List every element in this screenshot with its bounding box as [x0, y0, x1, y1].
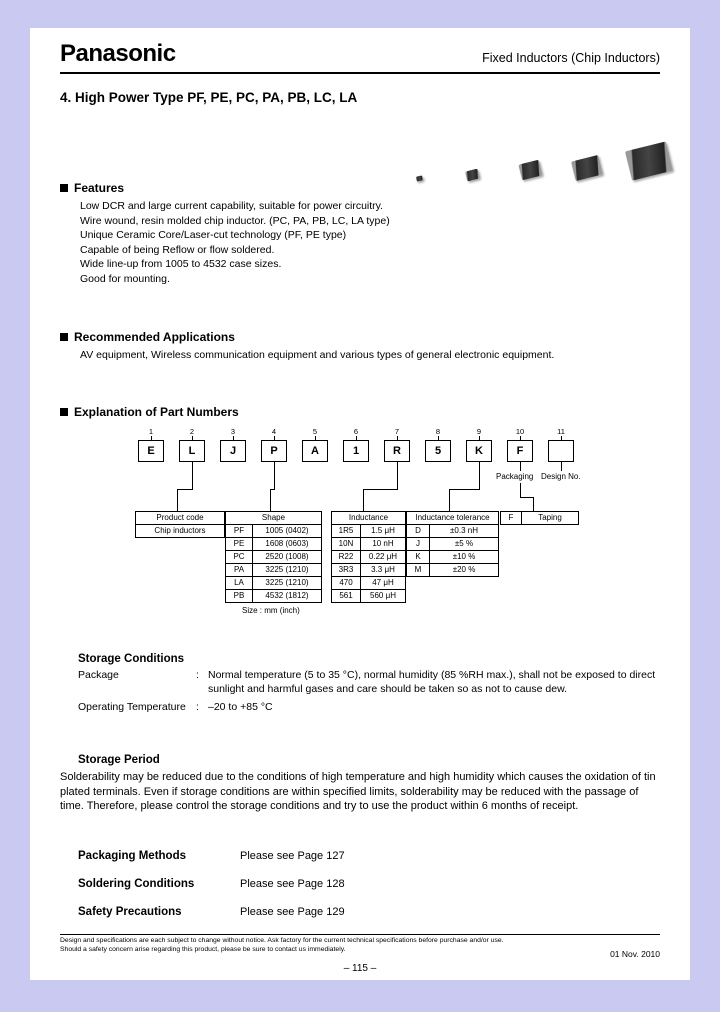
- storage-period-heading: Storage Period: [78, 754, 160, 766]
- product-code-table: [135, 511, 225, 538]
- code-box: [548, 440, 574, 462]
- applications-section: [60, 330, 660, 363]
- inductance-code-cell: 10N: [332, 537, 361, 550]
- part-number-column-9: [466, 427, 492, 462]
- code-box: R: [384, 440, 410, 462]
- storage-value: –20 to +85 °C: [208, 700, 273, 713]
- storage-value: Normal temperature (5 to 35 °C), normal humidity (85 %RH max.), shall not be exposed to direct sunlight and harmful gases and care should be taken so as not to cause dew.: [208, 668, 656, 695]
- inductance-code-cell: 561: [332, 589, 361, 602]
- inductance-value-cell: 47 μH: [361, 576, 406, 589]
- feature-item: Capable of being Reflow or flow soldered.: [80, 243, 275, 256]
- position-number: 8: [435, 426, 441, 436]
- chip-inductor-photo-4: [571, 155, 603, 181]
- connector-line: [479, 462, 480, 489]
- brand-logo: Panasonic: [60, 40, 176, 67]
- inductance-table: [331, 511, 406, 603]
- chip-inductor-photo-1: [415, 175, 423, 182]
- leader-line: [520, 462, 521, 471]
- shape-code-cell: PC: [226, 550, 253, 563]
- chip-inductor-photo-5: [625, 141, 673, 180]
- packaging-code-cell: F: [501, 511, 522, 524]
- inductance-value-cell: 10 nH: [361, 537, 406, 550]
- applications-text: AV equipment, Wireless communication equipment and various types of general electronic equipment.: [80, 349, 555, 361]
- footer-rule: [60, 934, 660, 935]
- tolerance-value-cell: ±5 %: [430, 537, 499, 550]
- position-number: 7: [394, 426, 400, 436]
- connector-line: [192, 462, 193, 489]
- table-header: Inductance: [332, 511, 406, 524]
- tolerance-value-cell: ±0.3 nH: [430, 524, 499, 537]
- features-heading-label: Features: [74, 181, 125, 195]
- inductance-code-cell: 470: [332, 576, 361, 589]
- inductance-code-cell: 3R3: [332, 563, 361, 576]
- part-number-column-6: [343, 427, 369, 462]
- shape-size-cell: 3225 (1210): [253, 576, 322, 589]
- square-bullet-icon: [60, 333, 68, 341]
- position-number: 10: [515, 426, 525, 436]
- code-box: 5: [425, 440, 451, 462]
- table-header: Inductance tolerance: [407, 511, 499, 524]
- applications-heading-label: Recommended Applications: [74, 330, 235, 344]
- connector-line: [363, 489, 364, 511]
- feature-item: Unique Ceramic Core/Laser-cut technology (PF, PE type): [80, 229, 347, 241]
- part-number-column-5: [302, 427, 328, 462]
- part-number-column-1: [138, 427, 164, 462]
- page-header: [60, 28, 660, 68]
- inductance-value-cell: 560 μH: [361, 589, 406, 602]
- footer-disclaimer-line-1: Design and specifications are each subject to change without notice. Ask factory for the current technical specifications before purchase and/or use.: [60, 937, 504, 944]
- connector-line: [449, 489, 450, 511]
- position-number: 6: [353, 426, 359, 436]
- position-number: 9: [476, 426, 482, 436]
- connector-line: [363, 489, 398, 490]
- reference-row: [78, 878, 660, 890]
- code-box: P: [261, 440, 287, 462]
- code-box: F: [507, 440, 533, 462]
- header-category: Fixed Inductors (Chip Inductors): [482, 51, 660, 65]
- reference-value: Please see Page 127: [240, 849, 345, 862]
- connector-line: [520, 497, 533, 498]
- reference-value: Please see Page 128: [240, 877, 345, 890]
- tolerance-code-cell: K: [407, 550, 430, 563]
- part-number-column-3: [220, 427, 246, 462]
- shape-size-cell: 1608 (0603): [253, 537, 322, 550]
- code-box: L: [179, 440, 205, 462]
- feature-item: Wide line-up from 1005 to 4532 case sizes.: [80, 258, 282, 270]
- code-box: J: [220, 440, 246, 462]
- packaging-table: [500, 511, 579, 525]
- storage-period-section: [60, 754, 660, 814]
- shape-table: [225, 511, 322, 603]
- inductance-value-cell: 3.3 μH: [361, 563, 406, 576]
- packaging-label: Packaging: [496, 471, 534, 481]
- packaging-value-cell: Taping: [522, 511, 579, 524]
- connector-line: [177, 489, 178, 511]
- page-footer: [60, 934, 660, 974]
- table-cell: Chip inductors: [136, 524, 225, 537]
- shape-code-cell: PA: [226, 563, 253, 576]
- code-box: K: [466, 440, 492, 462]
- part-numbers-heading: [60, 405, 660, 419]
- page-title: 4. High Power Type PF, PE, PC, PA, PB, LC, LA: [60, 90, 358, 105]
- shape-code-cell: LA: [226, 576, 253, 589]
- part-numbers-section: [60, 405, 660, 623]
- shape-size-cell: 3225 (1210): [253, 563, 322, 576]
- storage-row-operating-temperature: [78, 700, 660, 715]
- code-box: A: [302, 440, 328, 462]
- shape-size-cell: 2520 (1008): [253, 550, 322, 563]
- storage-row-package: [78, 668, 660, 697]
- design-no-label: Design No.: [541, 471, 581, 481]
- tolerance-code-cell: M: [407, 563, 430, 576]
- shape-code-cell: PF: [226, 524, 253, 537]
- page-number: – 115 –: [343, 963, 377, 974]
- position-number: 5: [312, 426, 318, 436]
- tolerance-code-cell: D: [407, 524, 430, 537]
- reference-value: Please see Page 129: [240, 905, 345, 918]
- connector-line: [270, 489, 271, 511]
- square-bullet-icon: [60, 408, 68, 416]
- square-bullet-icon: [60, 184, 68, 192]
- position-number: 3: [230, 426, 236, 436]
- reference-label: Safety Precautions: [78, 905, 182, 918]
- footer-disclaimer: [60, 937, 660, 954]
- separator: :: [196, 700, 199, 713]
- feature-item: Wire wound, resin molded chip inductor. (PC, PA, PB, LC, LA type): [80, 214, 390, 227]
- storage-period-text: Solderability may be reduced due to the conditions of high temperature and high humidity which causes the oxidation of tin plated terminals. Even if storage conditions are within specified limits, solderability may be reduced with the passage of time. Therefore, please control the storage conditions and try to use the product within 6 months of receipt.: [60, 771, 656, 812]
- position-number: 11: [557, 426, 565, 436]
- part-number-column-7: [384, 427, 410, 462]
- product-photos: [388, 120, 678, 198]
- header-rule: [60, 72, 660, 74]
- inductance-value-cell: 0.22 μH: [361, 550, 406, 563]
- code-box: 1: [343, 440, 369, 462]
- part-number-column-8: [425, 427, 451, 462]
- part-numbers-heading-label: Explanation of Part Numbers: [74, 404, 239, 419]
- table-header: Product code: [136, 511, 225, 524]
- part-number-column-4: [261, 427, 287, 462]
- part-number-column-10: [507, 427, 533, 462]
- tolerance-table: [406, 511, 499, 577]
- tolerance-value-cell: ±20 %: [430, 563, 499, 576]
- position-number: 4: [271, 426, 277, 436]
- connector-line: [533, 497, 534, 511]
- reference-label: Soldering Conditions: [78, 877, 195, 890]
- reference-label: Packaging Methods: [78, 849, 186, 862]
- part-number-diagram: [60, 427, 660, 623]
- shape-code-cell: PE: [226, 537, 253, 550]
- connector-line: [397, 462, 398, 489]
- reference-row: [78, 850, 660, 862]
- connector-line: [449, 489, 480, 490]
- separator: :: [196, 668, 199, 681]
- chip-inductor-photo-3: [518, 160, 542, 181]
- tolerance-value-cell: ±10 %: [430, 550, 499, 563]
- size-unit-note: Size : mm (inch): [242, 605, 300, 615]
- part-number-column-2: [179, 427, 205, 462]
- tolerance-code-cell: J: [407, 537, 430, 550]
- storage-conditions-section: [78, 653, 660, 715]
- position-number: 2: [189, 426, 195, 436]
- features-list: [80, 199, 660, 286]
- code-box: E: [138, 440, 164, 462]
- revision-date: 01 Nov. 2010: [610, 949, 660, 959]
- shape-size-cell: 1005 (0402): [253, 524, 322, 537]
- feature-item: Good for mounting.: [80, 272, 170, 285]
- references-section: [78, 850, 660, 918]
- table-header: Shape: [226, 511, 322, 524]
- feature-item: Low DCR and large current capability, suitable for power circuitry.: [80, 200, 384, 212]
- inductance-code-cell: R22: [332, 550, 361, 563]
- storage-label: Operating Temperature: [78, 700, 186, 713]
- chip-inductor-photo-2: [465, 169, 480, 182]
- connector-line: [177, 489, 193, 490]
- inductance-value-cell: 1.5 μH: [361, 524, 406, 537]
- reference-row: [78, 906, 660, 918]
- part-number-column-11: [548, 427, 574, 462]
- applications-heading: [60, 330, 660, 344]
- datasheet-page: [30, 28, 690, 980]
- shape-size-cell: 4532 (1812): [253, 589, 322, 602]
- leader-line: [561, 462, 562, 471]
- position-number: 1: [148, 426, 154, 436]
- inductance-code-cell: 1R5: [332, 524, 361, 537]
- storage-conditions-heading: Storage Conditions: [78, 652, 185, 665]
- storage-label: Package: [78, 668, 119, 681]
- connector-line: [274, 462, 275, 489]
- footer-disclaimer-line-2: Should a safety concern arise regarding this product, please be sure to contact us immediately.: [60, 945, 346, 953]
- shape-code-cell: PB: [226, 589, 253, 602]
- connector-line: [520, 483, 521, 497]
